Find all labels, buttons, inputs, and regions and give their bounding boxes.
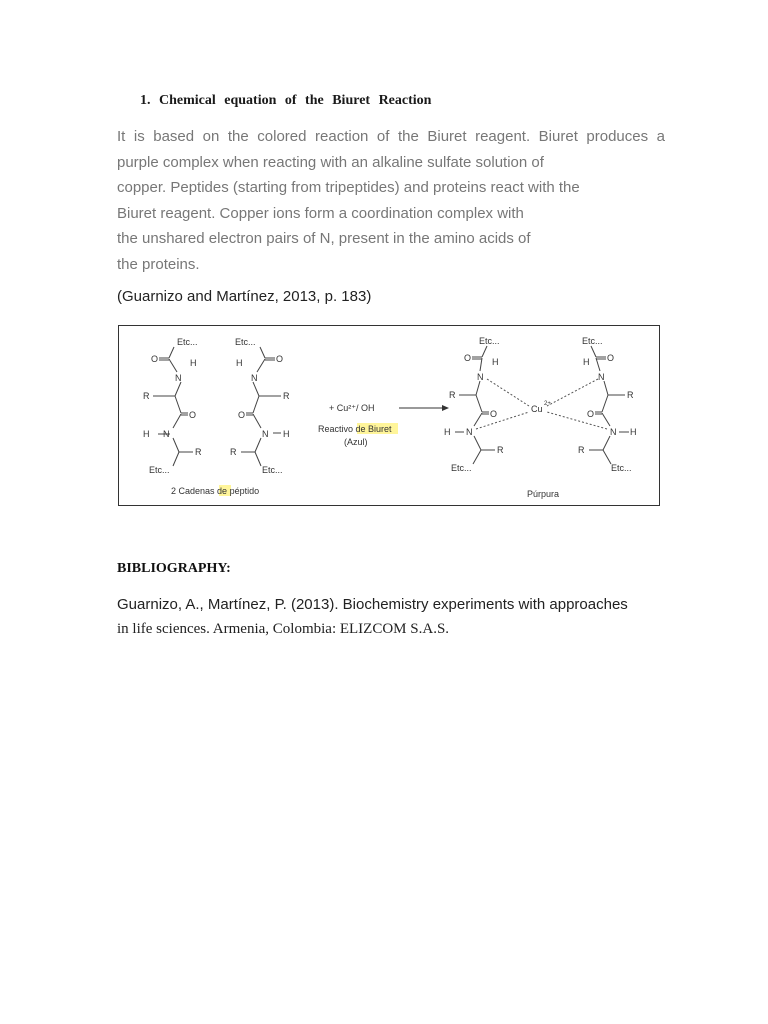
atom-labels — [143, 336, 637, 475]
paragraph-line: purple complex when reacting with an alkaline sulfate solution of — [117, 153, 544, 171]
hydrogen-label: H — [236, 358, 243, 368]
reaction-diagram — [119, 326, 661, 507]
copper-label: Cu — [531, 404, 543, 414]
etc-label: Etc... — [262, 465, 283, 475]
reagent-name-label: Reactivo de Biuret — [318, 424, 392, 434]
oxygen-label: O — [607, 353, 615, 363]
etc-label: Etc... — [611, 463, 632, 473]
r-group-label: R — [449, 390, 456, 400]
nitrogen-label: N — [175, 373, 182, 383]
nitrogen-label: N — [163, 429, 170, 439]
section-heading: 1. Chemical equation of the Biuret Reaction — [140, 93, 432, 108]
oxygen-label: O — [587, 409, 595, 419]
left-caption: 2 Cadenas de péptido — [171, 486, 260, 496]
right-caption: Púrpura — [527, 489, 560, 499]
nitrogen-label: N — [610, 427, 617, 437]
paragraph-line: copper. Peptides (starting from tripeptides) and proteins react with the — [117, 179, 580, 196]
hydrogen-label: H — [583, 357, 590, 367]
nitrogen-label: N — [251, 373, 258, 383]
r-group-label: R — [497, 445, 504, 455]
copper-charge-label: 2+ — [544, 401, 551, 407]
r-group-label: R — [143, 391, 150, 401]
paragraph-line: It is based on the colored reaction of the Biuret reagent. Biuret produces a — [117, 128, 665, 145]
description-paragraph — [117, 124, 665, 277]
r-group-label: R — [195, 447, 202, 457]
biuret-reaction-figure — [118, 325, 660, 506]
hydrogen-label: H — [444, 427, 451, 437]
hydrogen-label: H — [143, 429, 150, 439]
bibliography-title: BIBLIOGRAPHY: — [117, 561, 231, 576]
oxygen-label: O — [189, 410, 197, 420]
hydrogen-label: H — [190, 358, 197, 368]
paragraph-line: Biuret reagent. Copper ions form a coordination complex with — [117, 204, 524, 222]
etc-label: Etc... — [235, 337, 256, 347]
bond-lines — [153, 346, 629, 466]
etc-label: Etc... — [479, 336, 500, 346]
oxygen-label: O — [276, 354, 284, 364]
oxygen-label: O — [238, 410, 246, 420]
r-group-label: R — [283, 391, 290, 401]
etc-label: Etc... — [149, 465, 170, 475]
etc-label: Etc... — [177, 337, 198, 347]
r-group-label: R — [230, 447, 237, 457]
etc-label: Etc... — [451, 463, 472, 473]
r-group-label: R — [578, 445, 585, 455]
oxygen-label: O — [151, 354, 159, 364]
nitrogen-label: N — [466, 427, 473, 437]
r-group-label: R — [627, 390, 634, 400]
oxygen-label: O — [490, 409, 498, 419]
nitrogen-label: N — [598, 372, 605, 382]
citation: (Guarnizo and Martínez, 2013, p. 183) — [117, 288, 372, 305]
etc-label: Etc... — [582, 336, 603, 346]
reaction-arrowhead — [442, 405, 449, 411]
nitrogen-label: N — [262, 429, 269, 439]
nitrogen-label: N — [477, 372, 484, 382]
oxygen-label: O — [464, 353, 472, 363]
reference-line: Guarnizo, A., Martínez, P. (2013). Biochemistry experiments with approaches — [117, 596, 628, 613]
hydrogen-label: H — [283, 429, 290, 439]
hydrogen-label: H — [492, 357, 499, 367]
reference-line: in life sciences. Armenia, Colombia: ELIZCOM S.A.S. — [117, 621, 450, 637]
reagent-formula-label: + Cu²⁺/ OH — [329, 403, 375, 413]
paragraph-line: the unshared electron pairs of N, present in the amino acids of — [117, 230, 531, 247]
paragraph-line: the proteins. — [117, 255, 200, 273]
reagent-color-label: (Azul) — [344, 437, 368, 447]
hydrogen-label: H — [630, 427, 637, 437]
